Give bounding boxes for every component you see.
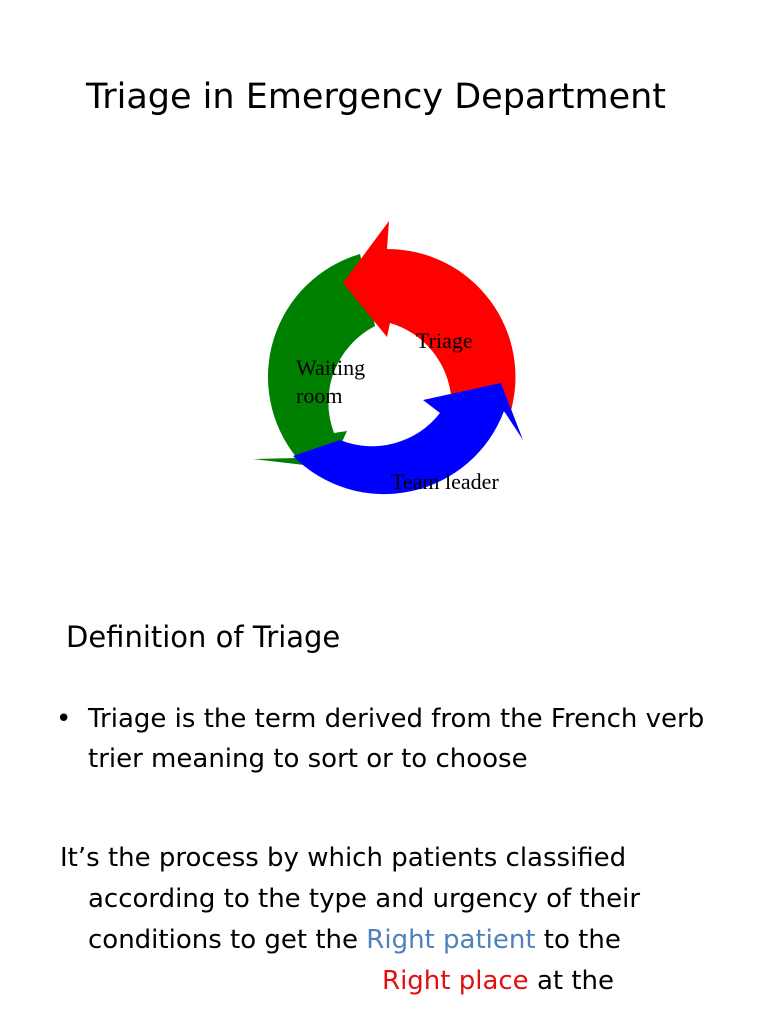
slide-title: Triage in Emergency Department bbox=[86, 77, 667, 117]
process-line-1: It’s the process by which patients classified bbox=[60, 843, 627, 873]
team-leader-label: Team leader bbox=[391, 469, 499, 494]
definition-bullet-text: Triage is the term derived from the French verb trier meaning to sort or to choose bbox=[88, 704, 705, 774]
waiting-room-label-line1: Waiting bbox=[296, 355, 366, 380]
triage-label: Triage bbox=[416, 328, 473, 353]
bullet-dot: • bbox=[56, 704, 72, 734]
waiting-room-label bbox=[296, 354, 365, 410]
process-line-3 bbox=[60, 920, 750, 961]
right-place-text: Right place bbox=[382, 966, 529, 996]
process-line-3-start: conditions to get the bbox=[88, 925, 367, 955]
process-paragraph bbox=[60, 838, 750, 1002]
process-line-4 bbox=[60, 961, 750, 1002]
process-line-2: according to the type and urgency of their bbox=[88, 884, 641, 914]
definition-heading: Definition of Triage bbox=[66, 620, 341, 654]
process-line-4-end: at the bbox=[528, 966, 615, 996]
right-patient-text: Right patient bbox=[366, 925, 536, 955]
process-line-3-end: to the bbox=[535, 925, 621, 955]
waiting-room-label-line2: room bbox=[296, 383, 343, 408]
